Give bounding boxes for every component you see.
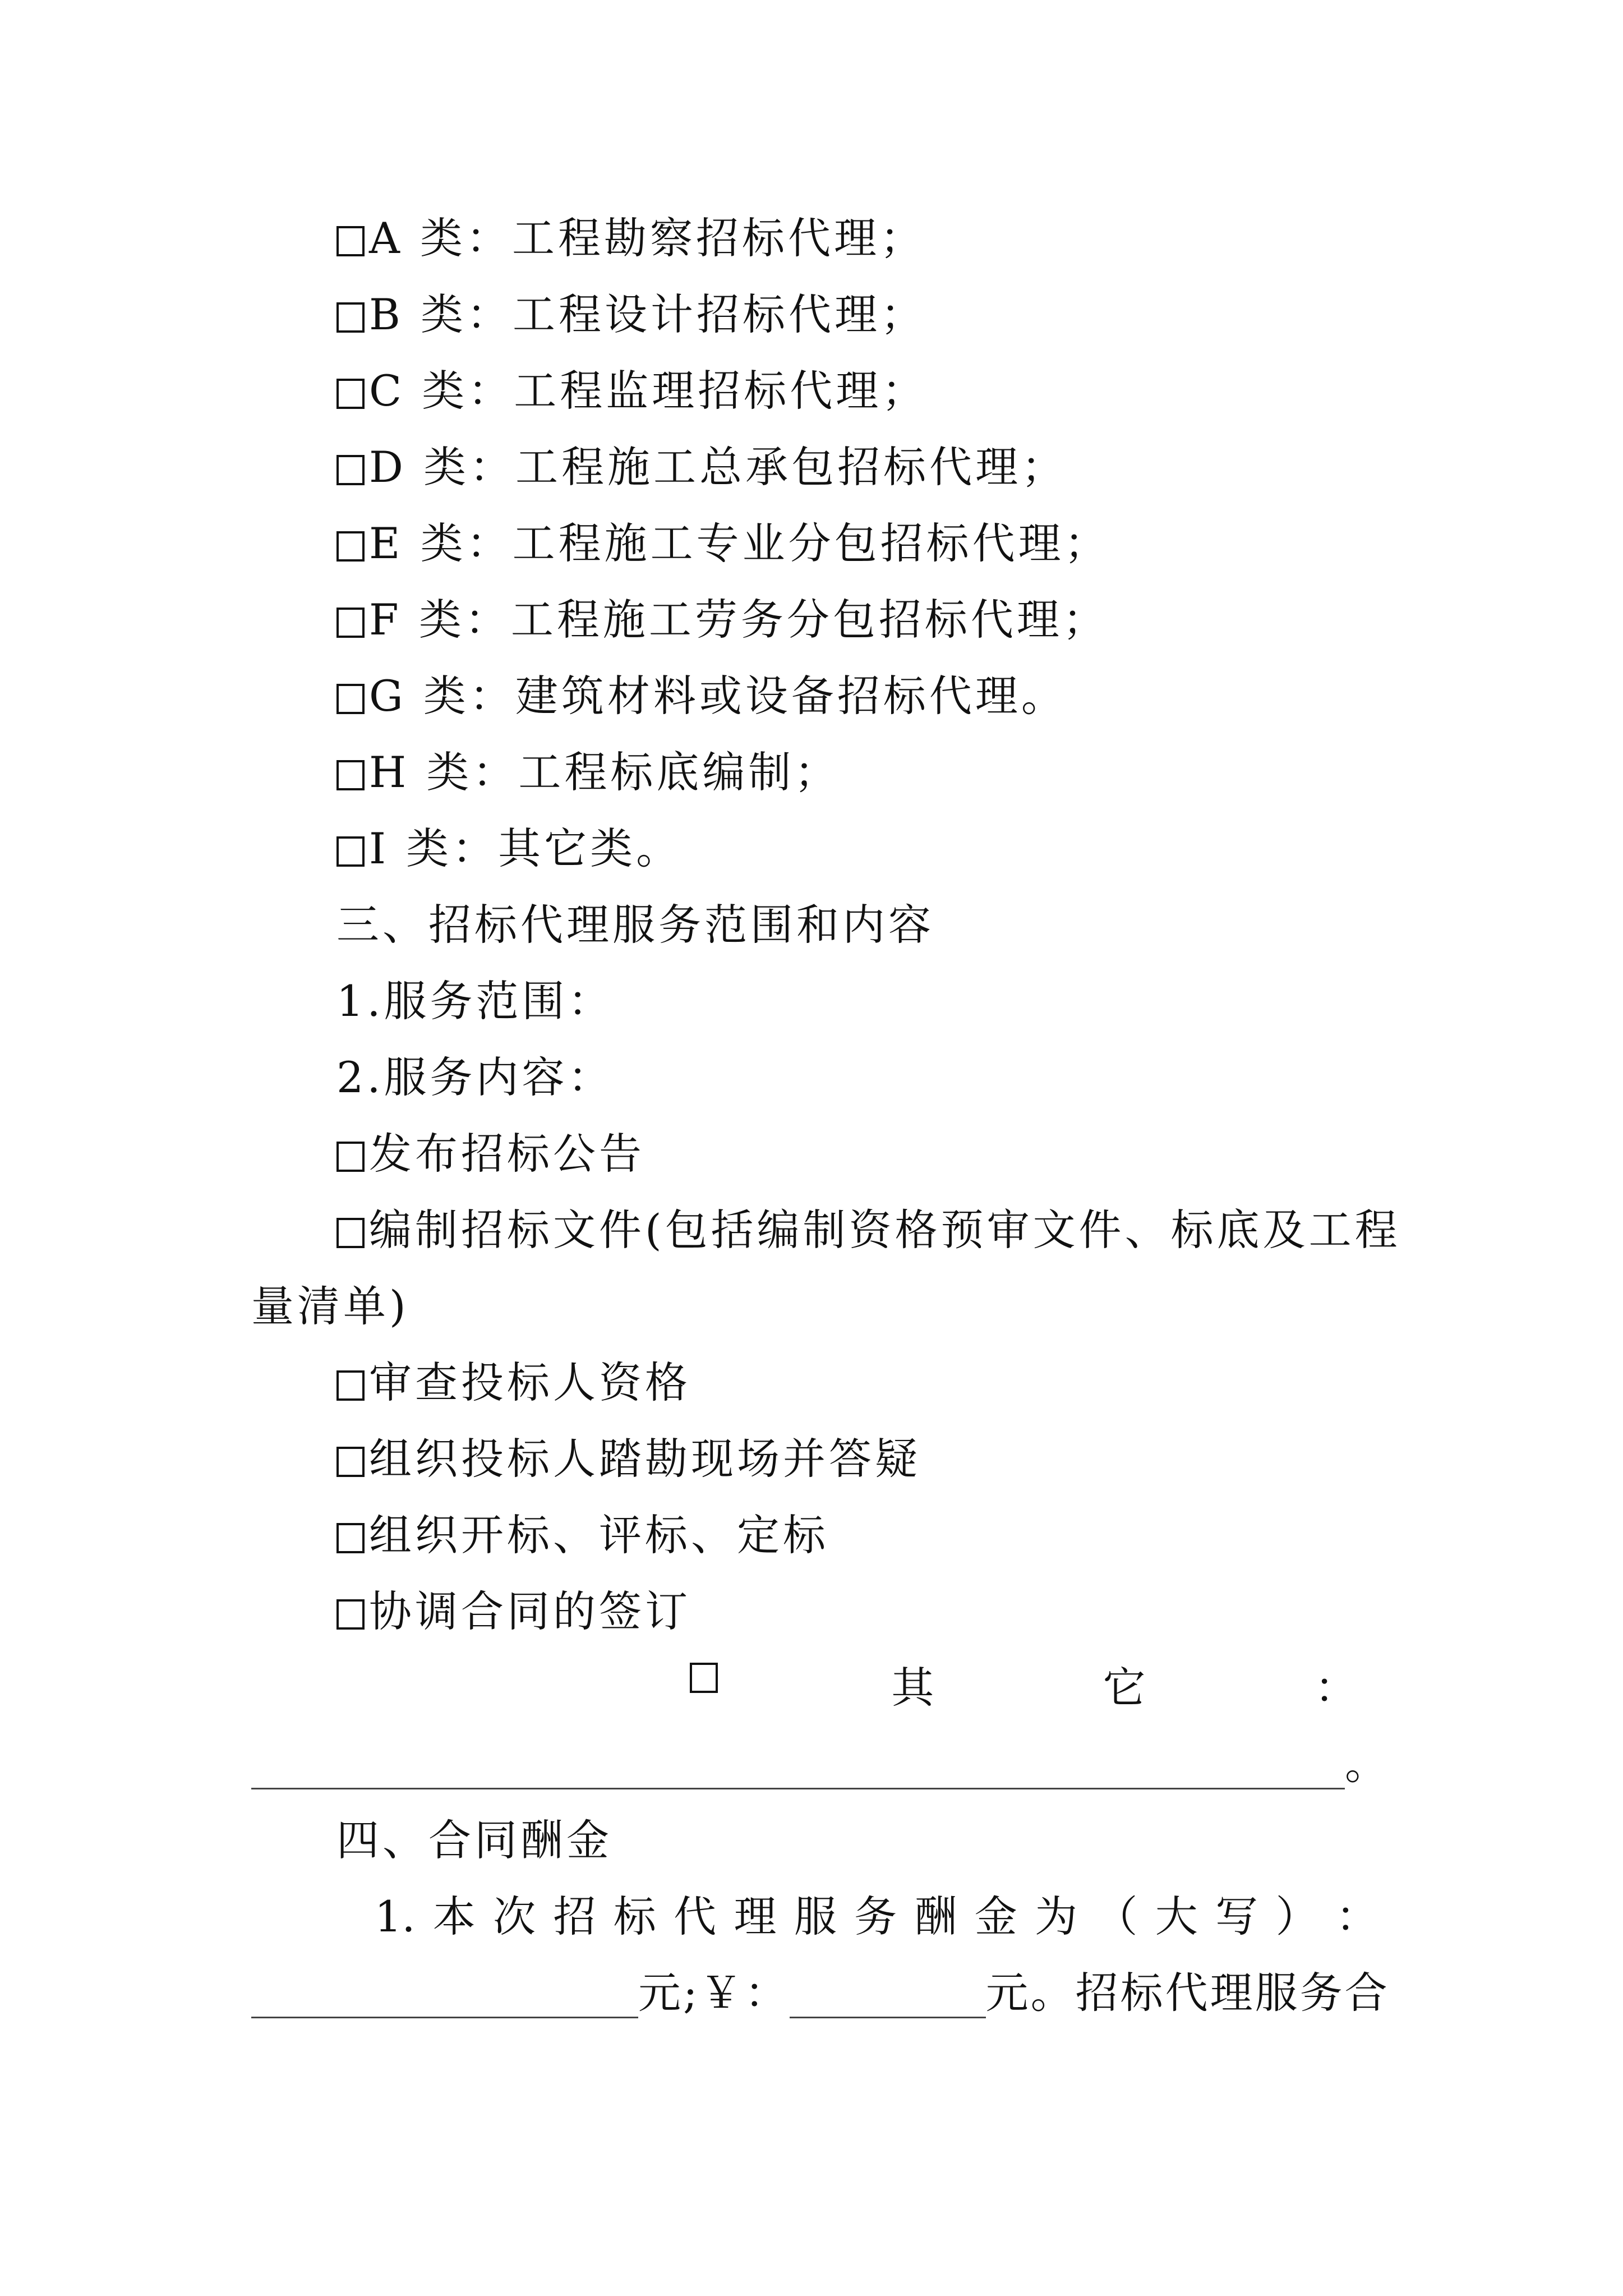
other-fill-line (251, 1739, 1387, 1789)
service-scope-label: 1.服务范围： (336, 976, 614, 1026)
service-prepare-documents-label: 编制招标文件(包括编制资格预审文件、标底及工程 (369, 1205, 1401, 1255)
checkbox-f[interactable] (336, 608, 365, 638)
category-d[interactable] (336, 442, 1067, 493)
fee-char: 酬 (914, 1892, 957, 1941)
fee-char: 次 (493, 1892, 536, 1941)
category-i-label: I 类：其它类。 (369, 823, 683, 873)
other-char-2: 它 (1103, 1663, 1146, 1713)
checkbox-b[interactable] (336, 302, 365, 333)
category-b-label: B 类：工程设计招标代理； (369, 289, 927, 339)
service-content-label: 2.服务内容： (336, 1052, 614, 1102)
service-site-visit[interactable] (336, 1434, 921, 1484)
other-char-3: ： (1314, 1663, 1357, 1713)
fee-line (375, 1892, 1378, 1942)
section4-heading: 四、合同酬金 (336, 1815, 612, 1865)
fee-char: 服 (794, 1892, 837, 1941)
category-d-label: D 类：工程施工总承包招标代理； (369, 442, 1068, 492)
fee-amount-line (251, 1968, 1390, 2018)
checkbox-i[interactable] (336, 836, 365, 867)
category-c-label: C 类：工程监理招标代理； (369, 366, 928, 416)
service-contract-signing[interactable] (336, 1586, 691, 1637)
checkbox-e[interactable] (336, 531, 365, 562)
checkbox-h[interactable] (336, 760, 365, 790)
category-e-label: E 类：工程施工专业分包招标代理； (369, 518, 1110, 568)
section3-heading: 三、招标代理服务范围和内容 (336, 900, 934, 950)
checkbox-c[interactable] (336, 379, 365, 409)
service-review-bidders-label: 审查投标人资格 (369, 1358, 691, 1407)
fee-char: 标 (613, 1892, 656, 1941)
checkbox-contract-signing[interactable] (336, 1599, 365, 1630)
fee-char: 大 (1155, 1892, 1198, 1941)
fee-char: （ (1095, 1892, 1138, 1941)
other-char-1: 其 (891, 1663, 934, 1713)
checkbox-a[interactable] (336, 226, 365, 256)
checkbox-bid-opening[interactable] (336, 1523, 365, 1553)
fee-char: 招 (553, 1892, 596, 1941)
category-f[interactable] (336, 595, 1109, 645)
fee-char: 金 (974, 1892, 1017, 1941)
category-g[interactable] (336, 671, 1067, 721)
checkbox-review-bidders[interactable] (336, 1370, 365, 1401)
service-publish-notice[interactable] (336, 1129, 645, 1179)
service-review-bidders[interactable] (336, 1358, 691, 1408)
fee-char: 1. (375, 1892, 416, 1941)
service-bid-opening[interactable] (336, 1510, 829, 1561)
category-h-label: H 类：工程标底编制； (369, 747, 841, 797)
service-prepare-documents-cont: 量清单) (251, 1281, 409, 1331)
category-a[interactable] (336, 213, 926, 264)
checkbox-g[interactable] (336, 684, 365, 714)
category-b[interactable] (336, 289, 926, 340)
fee-char: 为 (1035, 1892, 1078, 1941)
other-end-mark: 。 (1345, 1739, 1387, 1789)
category-a-label: A 类：工程勘察招标代理； (369, 213, 926, 263)
fee-char: 写 (1215, 1892, 1258, 1941)
checkbox-prepare-documents[interactable] (336, 1218, 365, 1248)
fee-yuan-label: 元;￥： (638, 1968, 790, 2018)
fee-char: ： (1335, 1892, 1378, 1941)
service-site-visit-label: 组织投标人踏勘现场并答疑 (369, 1434, 921, 1484)
fee-char: 务 (854, 1892, 897, 1941)
service-prepare-documents[interactable] (336, 1205, 1401, 1255)
service-other[interactable] (690, 1663, 1357, 1713)
service-contract-signing-label: 协调合同的签订 (369, 1586, 691, 1636)
fee-char: ） (1275, 1892, 1318, 1941)
checkbox-d[interactable] (336, 455, 365, 485)
fee-amount-numeric-blank[interactable] (790, 1977, 986, 2018)
other-blank[interactable] (251, 1749, 1345, 1789)
fee-char: 理 (734, 1892, 777, 1941)
category-i[interactable] (336, 823, 682, 874)
checkbox-site-visit[interactable] (336, 1447, 365, 1477)
checkbox-other[interactable] (690, 1663, 718, 1693)
category-h[interactable] (336, 747, 840, 798)
service-publish-notice-label: 发布招标公告 (369, 1129, 645, 1179)
service-bid-opening-label: 组织开标、评标、定标 (369, 1510, 829, 1560)
fee-char: 代 (674, 1892, 717, 1941)
category-c[interactable] (336, 366, 928, 416)
category-e[interactable] (336, 518, 1110, 569)
fee-amount-words-blank[interactable] (251, 1977, 638, 2018)
category-g-label: G 类：建筑材料或设备招标代理。 (369, 671, 1067, 721)
fee-tail-text: 元。招标代理服务合 (985, 1968, 1390, 2018)
category-f-label: F 类：工程施工劳务分包招标代理； (369, 595, 1109, 645)
checkbox-publish-notice[interactable] (336, 1142, 365, 1172)
fee-char: 本 (432, 1892, 476, 1941)
